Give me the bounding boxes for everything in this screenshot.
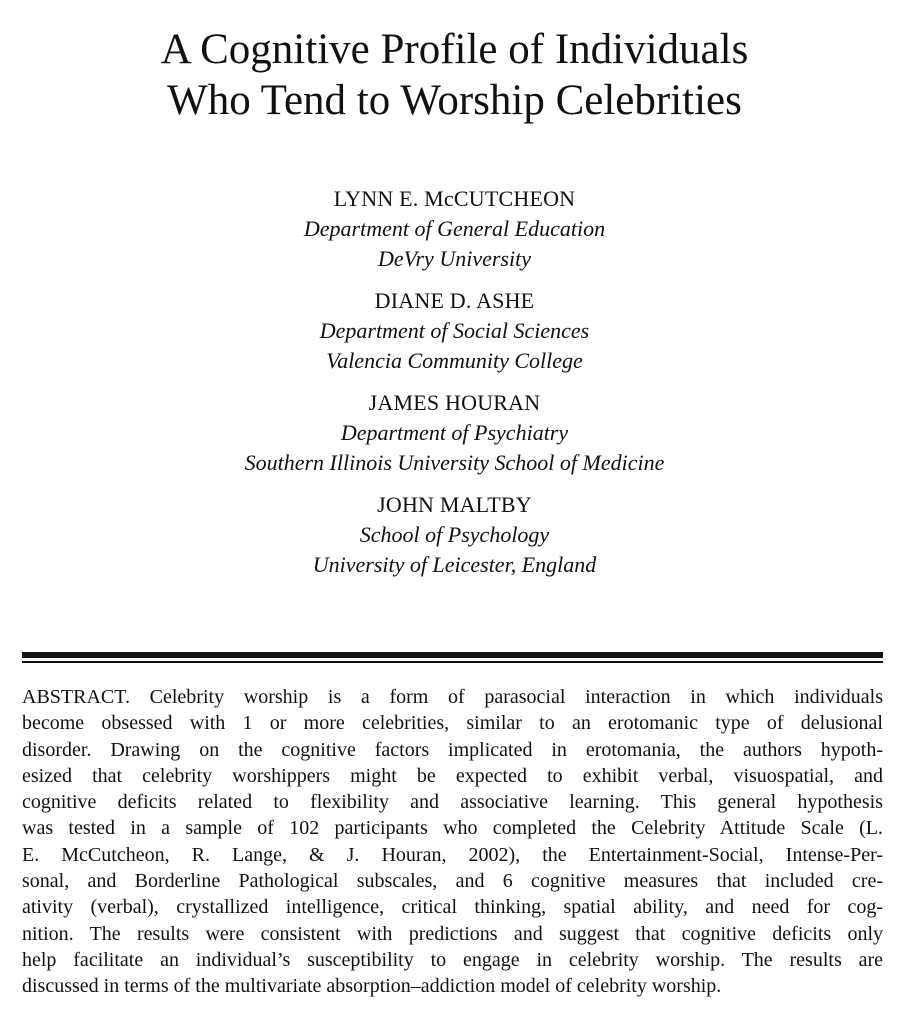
- author-name: DIANE D. ASHE: [374, 288, 535, 313]
- author-name: LYNN E. McCUTCHEON: [333, 186, 576, 211]
- abstract-line: E. McCutcheon, R. Lange, & J. Houran, 2002), the Entertainment-Social, Intense-Per-: [22, 843, 883, 866]
- author-department: Department of Social Sciences: [319, 318, 590, 343]
- author-department: Department of General Education: [303, 216, 606, 241]
- abstract-line: help facilitate an individual’s susceptibility to engage in celebrity worship. The results are: [22, 948, 883, 971]
- author-name: JAMES HOURAN: [368, 390, 541, 415]
- abstract-line: sonal, and Borderline Pathological subscales, and 6 cognitive measures that included cre-: [22, 870, 883, 893]
- author-institution: DeVry University: [378, 246, 531, 271]
- abstract-line: ativity (verbal), crystallized intelligence, critical thinking, spatial ability, and need for cog-: [22, 896, 883, 919]
- abstract-line: cognitive deficits related to flexibility and associative learning. This general hypothesis: [22, 791, 883, 814]
- abstract-line: was tested in a sample of 102 participants who completed the Celebrity Attitude Scale (L.: [22, 817, 883, 840]
- author-block: [0, 183, 909, 274]
- title-line-2: Who Tend to Worship Celebrities: [167, 77, 742, 124]
- author-block: [0, 387, 909, 478]
- section-divider-thin: [22, 661, 883, 663]
- abstract-line: become obsessed with 1 or more celebrities, similar to an erotomanic type of delusional: [22, 712, 883, 735]
- abstract: [22, 684, 883, 1000]
- author-department: School of Psychology: [359, 522, 550, 547]
- author-list: [0, 183, 909, 591]
- author-block: [0, 489, 909, 580]
- title-line-1: A Cognitive Profile of Individuals: [160, 26, 749, 73]
- author-institution: Southern Illinois University School of Medicine: [244, 450, 665, 475]
- author-block: [0, 285, 909, 376]
- author-department: Department of Psychiatry: [340, 420, 569, 445]
- abstract-line: nition. The results were consistent with predictions and suggest that cognitive deficits only: [22, 922, 883, 945]
- abstract-line: ABSTRACT. Celebrity worship is a form of parasocial interaction in which individuals: [22, 686, 883, 708]
- author-name: JOHN MALTBY: [377, 492, 532, 517]
- abstract-line: esized that celebrity worshippers might be expected to exhibit verbal, visuospatial, and: [22, 764, 883, 787]
- paper-title: [0, 24, 909, 126]
- author-institution: Valencia Community College: [326, 348, 583, 373]
- section-divider-thick: [22, 652, 883, 658]
- abstract-line: discussed in terms of the multivariate absorption–addiction model of celebrity worship.: [22, 975, 722, 998]
- abstract-line: disorder. Drawing on the cognitive factors implicated in erotomania, the authors hypoth-: [22, 738, 883, 761]
- author-institution: University of Leicester, England: [312, 552, 597, 577]
